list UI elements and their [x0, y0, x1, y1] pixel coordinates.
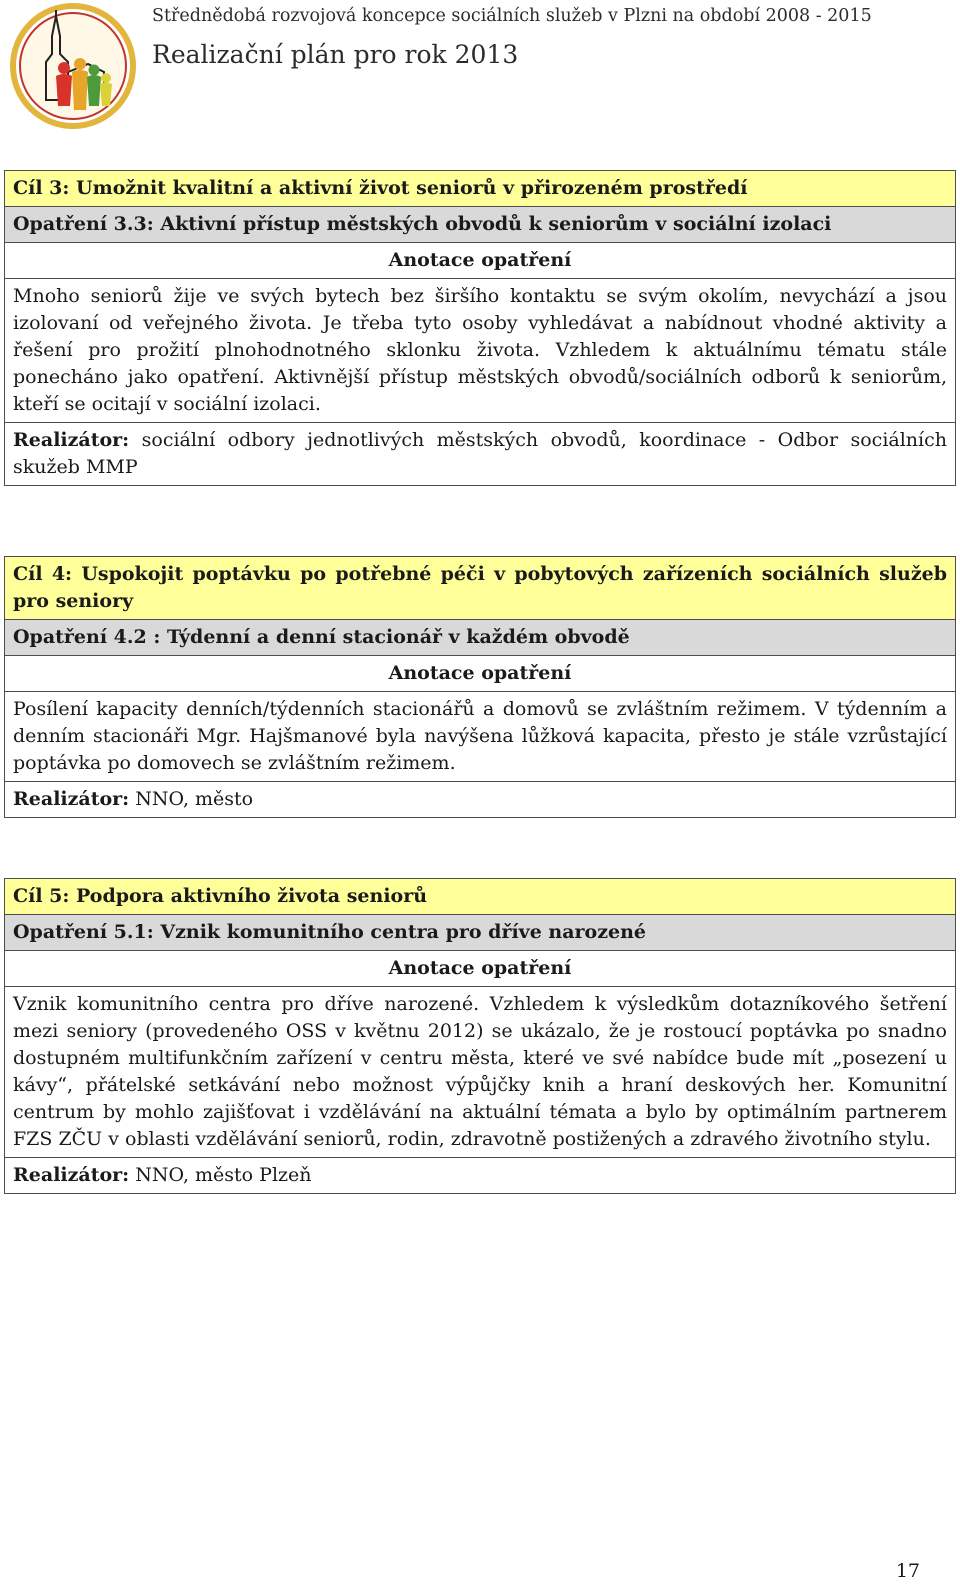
realizer-value: NNO, město [129, 788, 254, 810]
annotation-heading: Anotace opatření [5, 656, 956, 692]
goal-heading: Cíl 3: Umožnit kvalitní a aktivní život seniorů v přirozeném prostředí [5, 171, 956, 207]
page-number: 17 [895, 1560, 920, 1582]
goal-heading: Cíl 4: Uspokojit poptávku po potřebné péči v pobytových zařízeních sociálních služeb pro seniory [5, 557, 956, 620]
realizer-row [5, 423, 956, 486]
annotation-text: Vznik komunitního centra pro dříve narozené. Vzhledem k výsledkům dotazníkového šetření mezi seniory (provedeného OSS v květnu 2012) se ukázalo, že je rostoucí poptávka po snadno dostupném multifunkčním zařízení v centru města, které ve své nabídce bude mít „posezení u kávy“, přátelské setkávání nebo možnost výpůjčky knih a hraní deskových her. Komunitní centrum by mohlo zajišťovat i vzdělávání na aktuální témata a bylo by optimálním partnerem FZS ZČU v oblasti vzdělávání seniorů, rodin, zdravotně postižených a zdravého životního stylu. [5, 987, 956, 1158]
realizer-label: Realizátor: [13, 1164, 130, 1186]
annotation-heading: Anotace opatření [5, 243, 956, 279]
document-title: Střednědobá rozvojová koncepce sociálních služeb v Plzni na období 2008 - 2015 [152, 6, 872, 26]
annotation-heading: Anotace opatření [5, 951, 956, 987]
measure-heading: Opatření 3.3: Aktivní přístup městských obvodů k seniorům v sociální izolaci [5, 207, 956, 243]
document-subtitle: Realizační plán pro rok 2013 [152, 40, 519, 69]
measure-heading: Opatření 5.1: Vznik komunitního centra pro dříve narozené [5, 915, 956, 951]
goal-block-4 [4, 556, 956, 818]
goal-heading: Cíl 5: Podpora aktivního života seniorů [5, 879, 956, 915]
goal-block-3 [4, 170, 956, 486]
realizer-label: Realizátor: [13, 429, 130, 451]
realizer-label: Realizátor: [13, 788, 130, 810]
annotation-text: Posílení kapacity denních/týdenních stacionářů a domovů se zvláštním režimem. V týdenním a denním stacionáři Mgr. Hajšmanové byla navýšena lůžková kapacita, přesto je stále vzrůstající poptávka po domovech se zvláštním režimem. [5, 692, 956, 782]
page-header [0, 0, 960, 140]
realizer-value: sociální odbory jednotlivých městských obvodů, koordinace - Odbor sociálních skužeb MMP [13, 429, 947, 478]
realizer-row [5, 782, 956, 818]
realizer-row [5, 1158, 956, 1194]
plzen-logo-icon [8, 2, 138, 130]
annotation-text: Mnoho seniorů žije ve svých bytech bez širšího kontaktu se svým okolím, nevychází a jsou izolovaní od veřejného života. Je třeba tyto osoby vyhledávat a nabídnout vhodné aktivity a řešení pro prožití plnohodnotného sklonku života. Vzhledem k aktuálnímu tématu stále ponecháno jako opatření. Aktivnější přístup městských obvodů/sociálních odborů k seniorům, kteří se ocitají v sociální izolaci. [5, 279, 956, 423]
realizer-value: NNO, město Plzeň [129, 1164, 312, 1186]
goal-block-5 [4, 878, 956, 1194]
measure-heading: Opatření 4.2 : Týdenní a denní stacionář v každém obvodě [5, 620, 956, 656]
